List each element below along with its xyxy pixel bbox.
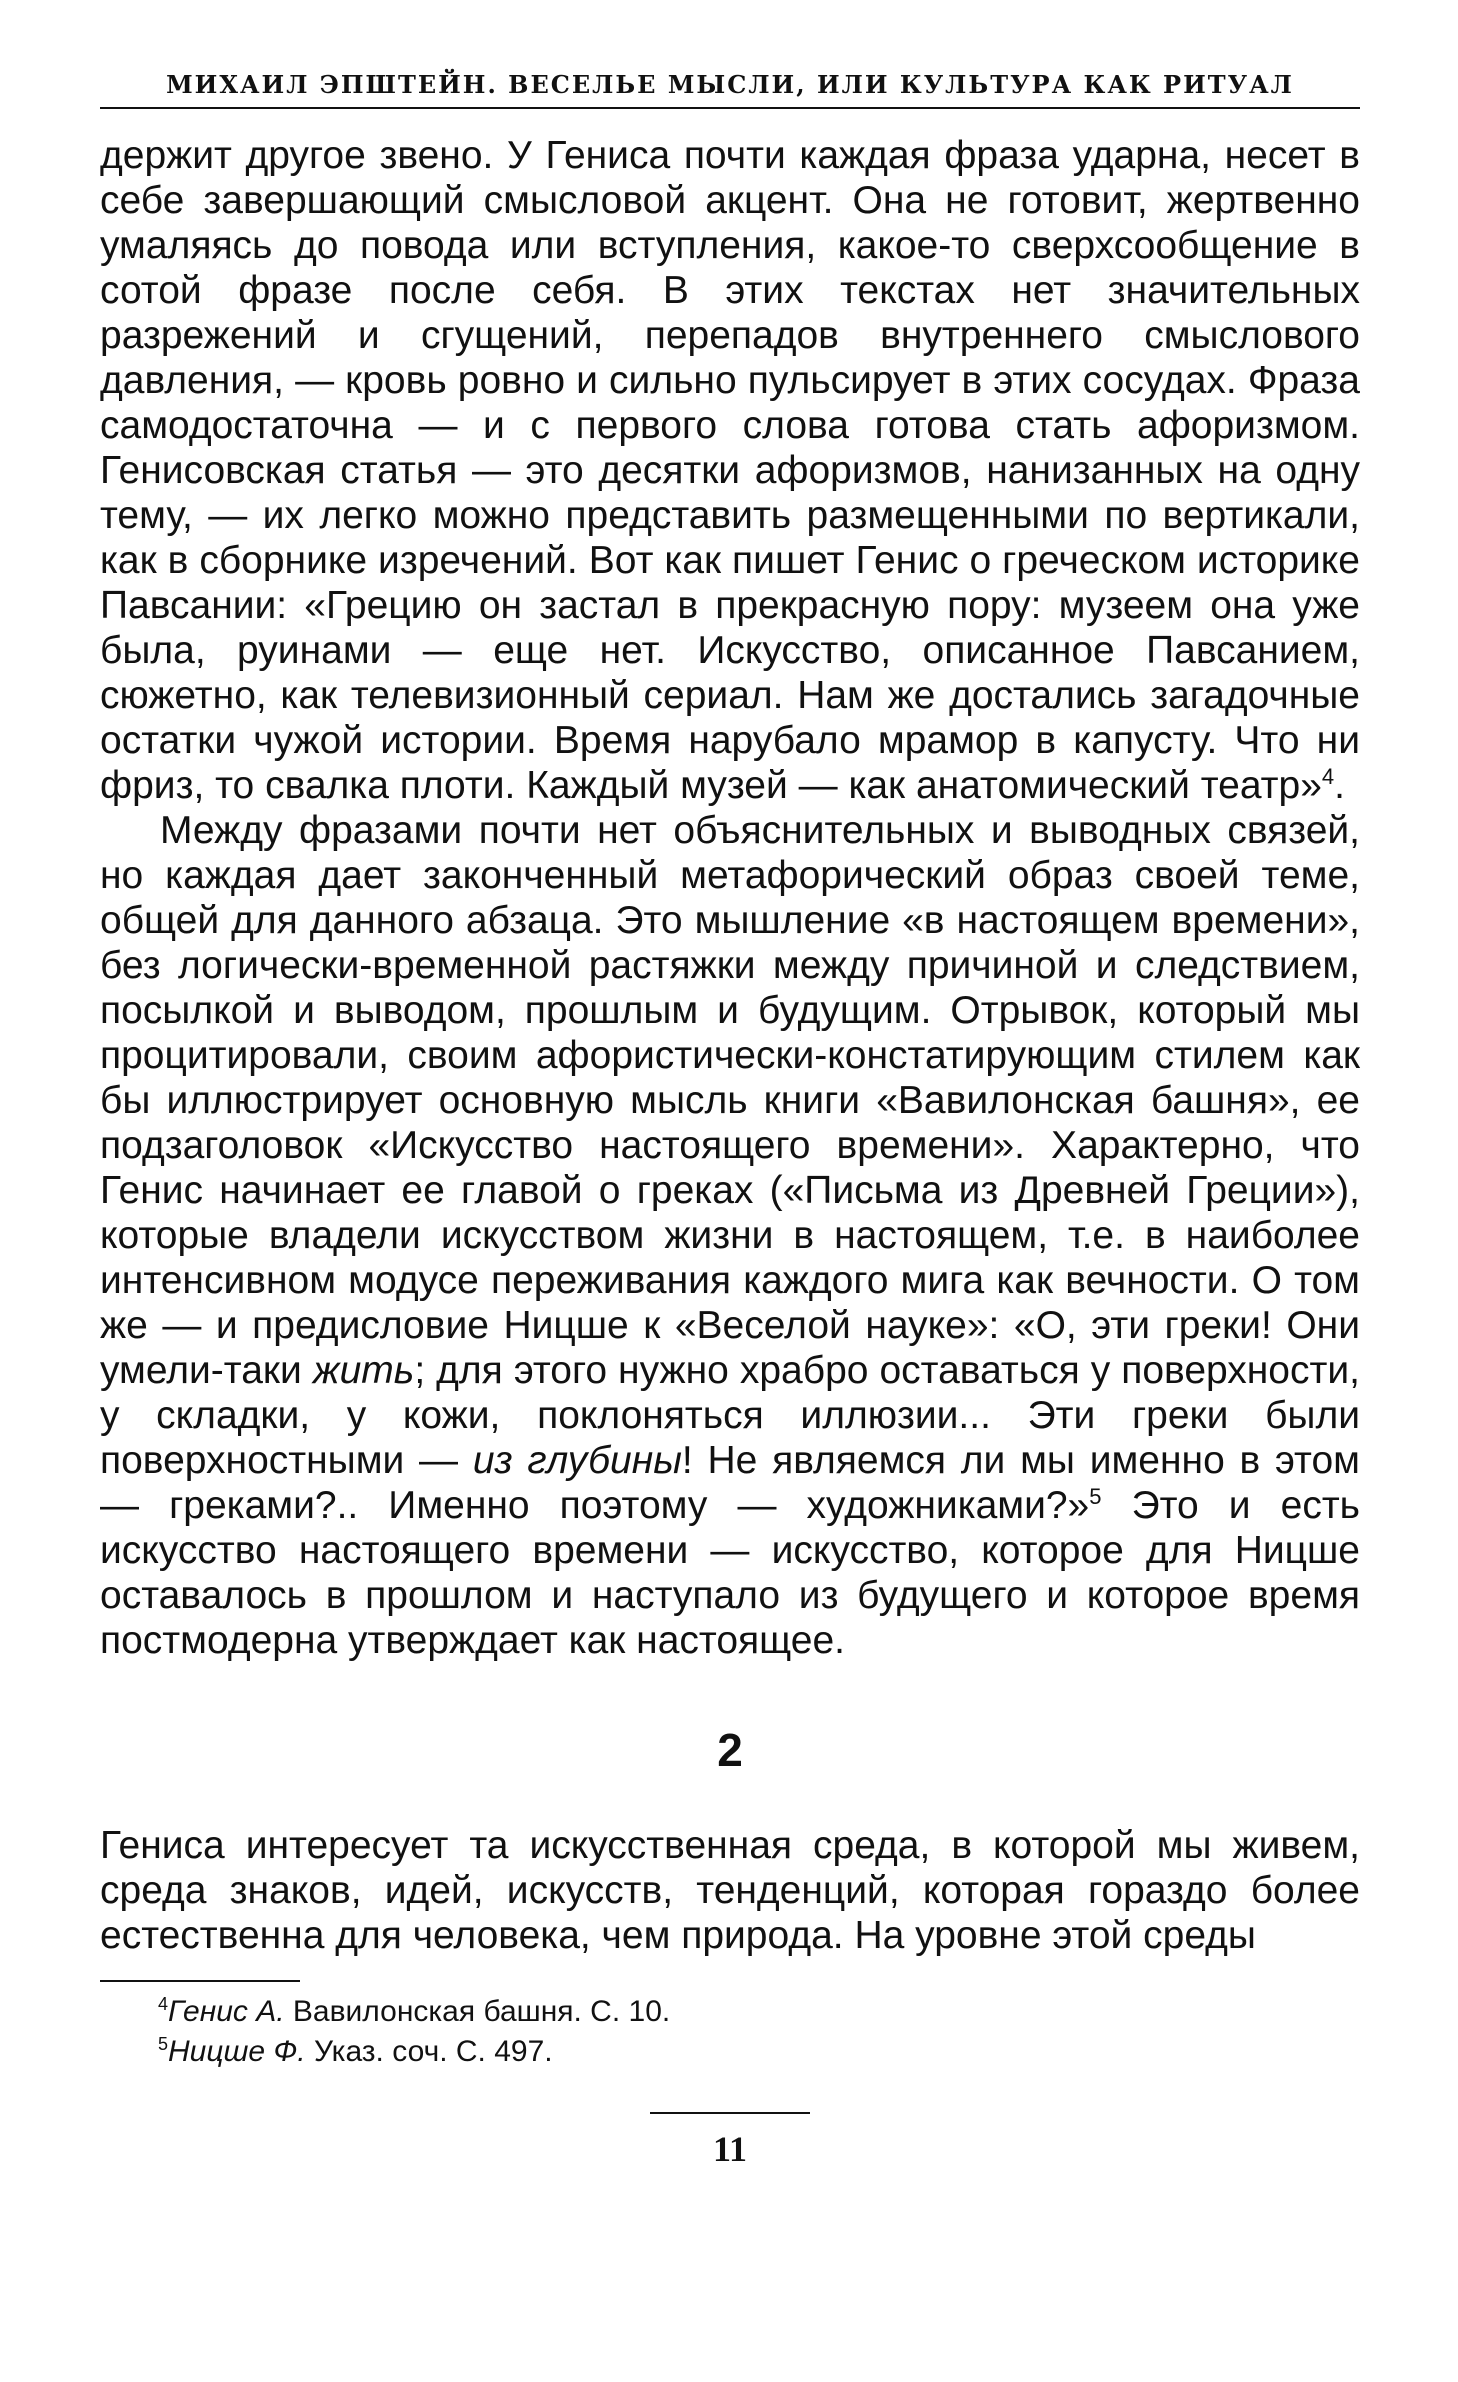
footnote-4-number: 4	[158, 1994, 169, 2014]
footnote-5-number: 5	[158, 2034, 169, 2054]
paragraph-2-part-1: Между фразами почти нет объяснительных и выводных связей, но каждая дает законченный метафорический образ своей теме, общей для данного абзаца. Это мышление «в настоящем времени», без логически-временной растяжки между причиной и следствием, посылкой и выводом, прошлым и будущим. Отрывок, который мы процитировали, своим афористически-констатирующим стилем как бы иллюстрирует основную мысль книги «Вавилонская башня», ее подзаголовок «Искусство настоящего времени». Характерно, что Генис начинает ее главой о греках («Письма из Древней Греции»), которые владели искусством жизни в настоящем, т.е. в наиболее интенсивном модусе переживания каждого мига как вечности. О том же — и предисловие Ницше к «Веселой науке»: «О, эти греки! Они умели-таки	[100, 809, 1360, 1392]
footnote-5-text: Указ. соч. С. 497.	[305, 2035, 553, 2068]
paragraph-2-italic-2: из глубины	[472, 1439, 682, 1482]
footnote-5	[158, 2032, 1360, 2072]
footnote-5-author: Ницше Ф.	[168, 2035, 306, 2068]
footnote-ref-5: 5	[1089, 1484, 1102, 1509]
paragraph-2-part-4: Это и есть искусство настоящего времени — искусство, которое для Ницше оставалось в прошлом и наступало из будущего и которое время постмодерна утверждает как настоящее.	[100, 1484, 1361, 1662]
paragraph-2-part-3: ! Не являемся ли мы именно в этом — греками?.. Именно поэтому — художниками?»	[100, 1439, 1360, 1527]
running-head: МИХАИЛ ЭПШТЕЙН. ВЕСЕЛЬЕ МЫСЛИ, ИЛИ КУЛЬТУРА КАК РИТУАЛ	[100, 70, 1360, 109]
page-number-rule	[650, 2112, 810, 2114]
footnotes	[100, 1992, 1360, 2072]
paragraph-2-italic-1: жить	[312, 1349, 415, 1392]
footnote-4	[158, 1992, 1360, 2032]
paragraph-3: Гениса интересует та искусственная среда, в которой мы живем, среда знаков, идей, искусств, тенденций, которая гораздо более естественна для человека, чем природа. На уровне этой среды	[100, 1824, 1360, 1957]
page-number: 11	[712, 2129, 747, 2169]
footnote-4-text: Вавилонская башня. С. 10.	[284, 1995, 671, 2028]
paragraph-2	[100, 808, 1360, 1663]
footnote-ref-4: 4	[1321, 764, 1335, 789]
section-number: 2	[717, 1724, 743, 1776]
paragraph-2-part-2: ; для этого нужно храбро оставаться у поверхности, у складки, у кожи, поклоняться иллюзии... Эти греки были поверхностными —	[100, 1349, 1360, 1482]
book-page	[100, 70, 1360, 2170]
footnote-4-author: Генис А.	[168, 1995, 285, 2028]
paragraph-1-text: держит другое звено. У Гениса почти каждая фраза ударна, несет в себе завершающий смысловой акцент. Она не готовит, жертвенно умаляясь до повода или вступления, какое-то сверхсообщение в сотой фразе после себя. В этих текстах нет значительных разрежений и сгущений, перепадов внутреннего смыслового давления, — кровь ровно и сильно пульсирует в этих сосудах. Фраза самодостаточна — и с первого слова готова стать афоризмом. Генисовская статья — это десятки афоризмов, нанизанных на одну тему, — их легко можно представить размещенными по вертикали, как в сборнике изречений. Вот как пишет Генис о греческом историке Павсании: «Грецию он застал в прекрасную пору: музеем она уже была, руинами — еще нет. Искусство, описанное Павсанием, сюжетно, как телевизионный сериал. Нам же достались загадочные остатки чужой истории. Время нарубало мрамор в капусту. Что ни фриз, то свалка плоти. Каждый музей — как анатомический театр»	[100, 134, 1360, 807]
paragraph-1-end: .	[1334, 764, 1345, 807]
paragraph-1	[100, 133, 1360, 808]
footnote-divider	[100, 1980, 300, 1982]
body-text	[100, 133, 1360, 1958]
